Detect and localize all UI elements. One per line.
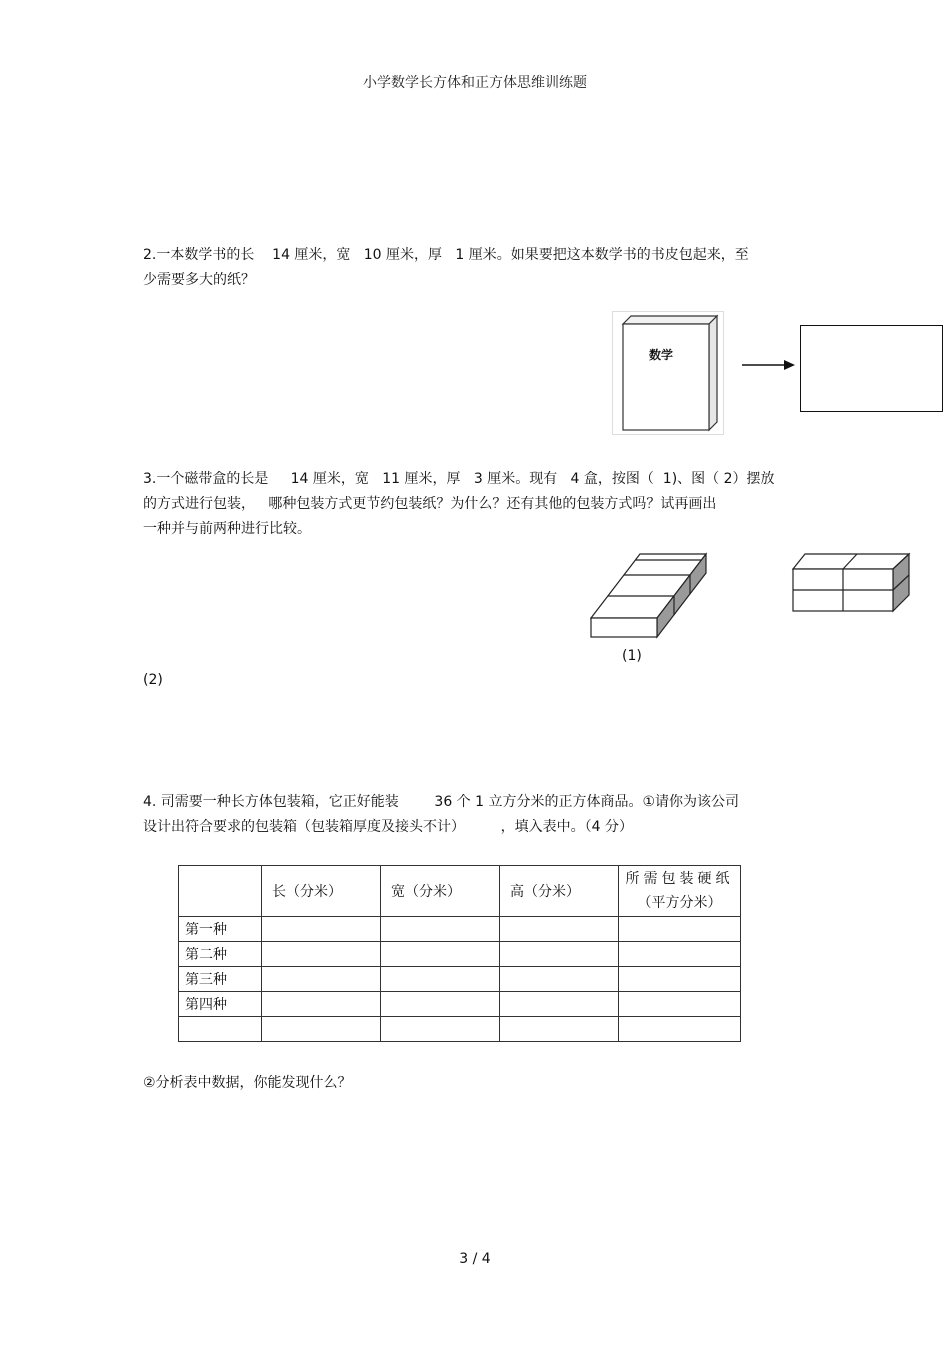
table-row-label <box>179 1017 262 1042</box>
box-arrangement-2-figure <box>790 551 914 615</box>
table-cell <box>500 917 619 942</box>
page-number: 3 / 4 <box>459 1251 491 1267</box>
q2-text-line1: 2.一本数学书的长 14 厘米，宽 10 厘米，厚 1 厘米。如果要把这本数学书的书皮包起来，至 <box>143 247 749 263</box>
figure-2-caption: (2) <box>143 672 163 688</box>
q2-text-line2: 少需要多大的纸？ <box>143 272 255 288</box>
table-row <box>179 967 741 992</box>
table-cell <box>381 917 500 942</box>
package-design-table <box>178 865 741 1042</box>
figure-1-caption: (1) <box>622 648 642 664</box>
box-arrangement-1-figure <box>588 550 710 642</box>
table-cell <box>381 942 500 967</box>
book-figure <box>612 311 724 435</box>
table-cell <box>262 992 381 1017</box>
table-row-label: 第四种 <box>179 992 262 1017</box>
table-cell <box>262 967 381 992</box>
table-header-paper-line1: 所需包装硬纸 <box>625 871 734 887</box>
table-cell <box>381 1017 500 1042</box>
table-header-height: 高（分米） <box>500 866 619 917</box>
table-row <box>179 917 741 942</box>
table-row <box>179 1017 741 1042</box>
table-cell <box>500 1017 619 1042</box>
table-header-row <box>179 866 741 917</box>
table-cell <box>619 1017 741 1042</box>
table-row-label: 第三种 <box>179 967 262 992</box>
table-cell <box>619 942 741 967</box>
q3-text-line1: 3.一个磁带盒的长是 14 厘米，宽 11 厘米，厚 3 厘米。现有 4 盒，按图（ 1)、图（ 2）摆放 <box>143 471 775 487</box>
table-cell <box>619 992 741 1017</box>
table-cell <box>500 942 619 967</box>
page-header-title: 小学数学长方体和正方体思维训练题 <box>363 75 587 91</box>
q3-text-line3: 一种并与前两种进行比较。 <box>143 521 311 537</box>
book-title-label: 数学 <box>649 348 674 362</box>
table-row <box>179 992 741 1017</box>
q4-analysis-prompt: ②分析表中数据，你能发现什么？ <box>143 1075 352 1091</box>
table-header-cell <box>179 866 262 917</box>
table-cell <box>619 967 741 992</box>
table-cell <box>381 992 500 1017</box>
table-header-width: 宽（分米） <box>381 866 500 917</box>
table-cell <box>500 992 619 1017</box>
table-row-label: 第二种 <box>179 942 262 967</box>
table-row <box>179 942 741 967</box>
table-header-length: 长（分米） <box>262 866 381 917</box>
table-cell <box>500 967 619 992</box>
paper-rectangle <box>800 325 943 412</box>
book-icon <box>613 312 725 436</box>
table-row-label: 第一种 <box>179 917 262 942</box>
q3-text-line2: 的方式进行包装， 哪种包装方式更节约包装纸？为什么？还有其他的包装方式吗？试再画出 <box>143 496 717 512</box>
table-cell <box>381 967 500 992</box>
arrow-right-icon <box>740 356 798 374</box>
table-cell <box>619 917 741 942</box>
table-header-paper-line2: （平方分米） <box>637 895 722 911</box>
table-cell <box>262 942 381 967</box>
table-cell <box>262 1017 381 1042</box>
q4-text-line2: 设计出符合要求的包装箱（包装箱厚度及接头不计） ，填入表中。（4 分） <box>143 819 633 835</box>
q4-text-line1: 4. 司需要一种长方体包装箱，它正好能装 36 个 1 立方分米的正方体商品。①请你为该公司 <box>143 794 740 810</box>
table-cell <box>262 917 381 942</box>
table-header-paper-area <box>619 866 741 917</box>
